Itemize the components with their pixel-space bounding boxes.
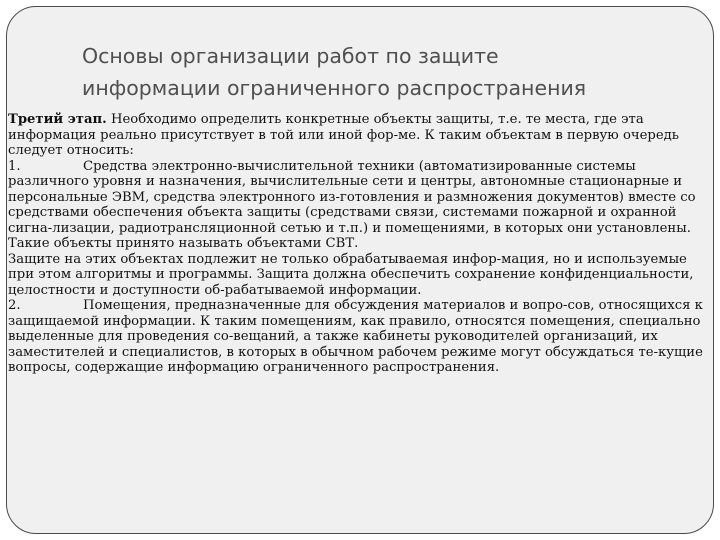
list-item-1 (8, 159, 714, 252)
protection-paragraph: Защите на этих объектах подлежит не только обрабатываемая инфор-мация, но и используемые при этом алгоритмы и программы. Защита должна обеспечить сохранение конфиденциальности, целостности и доступности об-рабатываемой информации. (8, 251, 694, 298)
list-item-2-text: Помещения, предназначенные для обсуждения материалов и вопро-сов, относящихся к защищаемой информации. К таким помещениям, как правило, относятся помещения, специально выделенные для проведения со-вещаний, а также кабинеты руководителей организаций, их заместителей и специалистов, в которых в обычном рабочем режиме могут обсуждаться те-кущие вопросы, содержащие информацию ограниченного распространения. (8, 298, 703, 375)
slide-title (82, 40, 682, 104)
slide-title-line-2: информации ограниченного распространения (82, 76, 587, 100)
list-item-2-number: 2. (8, 298, 21, 313)
list-item-1-number: 1. (8, 158, 21, 174)
slide-body (8, 112, 714, 376)
list-item-2 (8, 298, 714, 376)
stage-label: Третий этап. (8, 112, 107, 127)
slide-title-line-1: Основы организации работ по защите (82, 44, 499, 68)
intro-text: Необходимо определить конкретные объекты защиты, т.е. те места, где эта информация реально присутствует в той или иной фор-ме. К таким объектам в первую очередь следует относить: (8, 112, 679, 158)
list-item-1-text: Средства электронно-вычислительной техники (автоматизированные системы различного уровня и назначения, вычислительные сети и центры, автономные стационарные и персональные ЭВМ, средства электронного из-готовления и размножения документов) вместе со средствами обеспечения объекта защиты (средствами связи, системами пожарной и охранной сигна-лизации, радиотрансляционной сетью и т.п.) и помещениями, в которых они установлены. Такие объекты принято называть объектами СВТ. (8, 158, 696, 251)
intro-paragraph (8, 112, 714, 159)
